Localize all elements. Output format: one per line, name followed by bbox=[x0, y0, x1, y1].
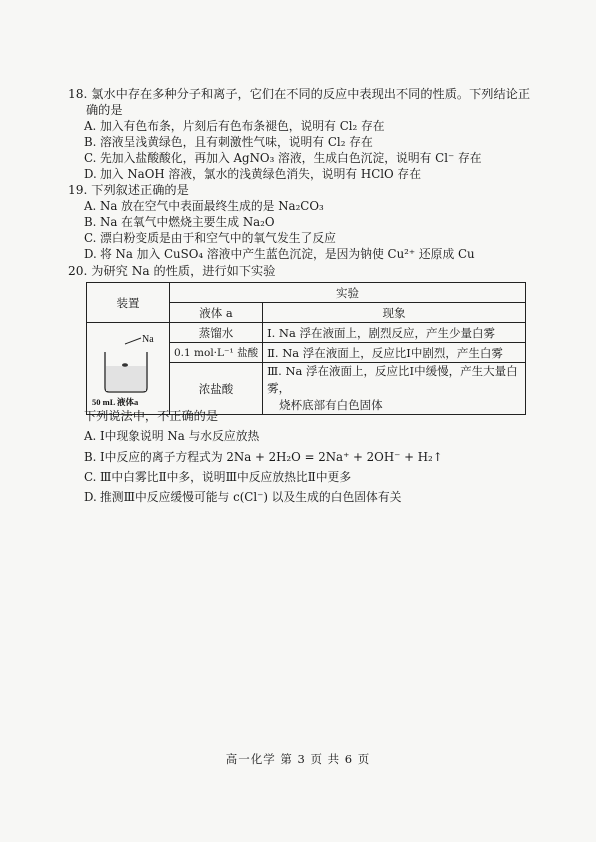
row2-liquid: 0.1 mol·L⁻¹ 盐酸 bbox=[170, 343, 263, 363]
header-liquid: 液体 a bbox=[170, 303, 263, 323]
q19-option-d: D. 将 Na 加入 CuSO₄ 溶液中产生蓝色沉淀，是因为钠使 Cu²⁺ 还原成 Cu bbox=[84, 247, 475, 261]
q18-stem-line1 bbox=[68, 86, 530, 102]
q20-option-a: A. Ⅰ中现象说明 Na 与水反应放热 bbox=[84, 429, 260, 443]
row1-liquid: 蒸馏水 bbox=[170, 323, 263, 343]
q20-option-d: D. 推测Ⅲ中反应缓慢可能与 c(Cl⁻) 以及生成的白色固体有关 bbox=[84, 490, 402, 504]
experiment-table bbox=[86, 282, 526, 415]
q19-number: 19. bbox=[68, 183, 88, 197]
row3-phenomenon-cell bbox=[263, 363, 526, 415]
na-pointer-line bbox=[125, 338, 141, 344]
page-footer: 高一化学 第 3 页 共 6 页 bbox=[225, 752, 371, 766]
q18-option-b: B. 溶液呈浅黄绿色，且有刺激性气味，说明有 Cl₂ 存在 bbox=[84, 135, 373, 149]
q20-option-b: B. Ⅰ中反应的离子方程式为 2Na + 2H₂O = 2Na⁺ + 2OH⁻ + H₂↑ bbox=[84, 450, 443, 464]
q20-number: 20. bbox=[68, 264, 88, 278]
q20-sub-stem: 下列说法中，不正确的是 bbox=[84, 409, 219, 423]
q19-option-a: A. Na 放在空气中表面最终生成的是 Na₂CO₃ bbox=[84, 199, 324, 213]
q19-stem: 19. 下列叙述正确的是 bbox=[68, 183, 189, 197]
q18-stem1: 氯水中存在多种分子和离子，它们在不同的反应中表现出不同的性质。下列结论正 bbox=[91, 87, 531, 101]
q19-option-b: B. Na 在氧气中燃烧主要生成 Na₂O bbox=[84, 215, 275, 229]
header-device: 装置 bbox=[87, 283, 170, 323]
q19-option-c: C. 漂白粉变质是由于和空气中的氧气发生了反应 bbox=[84, 231, 336, 245]
row1-phenomenon: Ⅰ. Na 浮在液面上，剧烈反应，产生少量白雾 bbox=[263, 323, 526, 343]
header-experiment: 实验 bbox=[170, 283, 526, 303]
row2-phenomenon: Ⅱ. Na 浮在液面上，反应比Ⅰ中剧烈，产生白雾 bbox=[263, 343, 526, 363]
header-phenomenon: 现象 bbox=[263, 303, 526, 323]
q20-option-c: C. Ⅲ中白雾比Ⅱ中多，说明Ⅲ中反应放热比Ⅱ中更多 bbox=[84, 470, 352, 484]
beaker-na-label: Na bbox=[142, 333, 154, 345]
q20-stem: 20. 为研究 Na 的性质，进行如下实验 bbox=[68, 264, 276, 278]
na-piece bbox=[122, 363, 128, 367]
row3-liquid: 浓盐酸 bbox=[170, 363, 263, 415]
beaker-diagram bbox=[91, 330, 165, 408]
q18-option-c: C. 先加入盐酸酸化，再加入 AgNO₃ 溶液，生成白色沉淀，说明有 Cl⁻ 存在 bbox=[84, 151, 482, 165]
beaker-diagram-cell bbox=[87, 323, 170, 415]
q18-number: 18. bbox=[68, 87, 88, 101]
beaker-liquid-label: 50 mL 液体a bbox=[92, 396, 139, 407]
q18-option-d: D. 加入 NaOH 溶液，氯水的浅黄绿色消失，说明有 HClO 存在 bbox=[84, 167, 422, 181]
row3-phenomenon-line2: 烧杯底部有白色固体 bbox=[279, 398, 383, 412]
beaker-liquid bbox=[106, 366, 146, 391]
row3-phenomenon-line1: Ⅲ. Na 浮在液面上，反应比Ⅰ中缓慢，产生大量白雾， bbox=[267, 364, 518, 395]
q18-stem2: 确的是 bbox=[86, 103, 123, 117]
q18-option-a: A. 加入有色布条，片刻后有色布条褪色，说明有 Cl₂ 存在 bbox=[84, 119, 385, 133]
